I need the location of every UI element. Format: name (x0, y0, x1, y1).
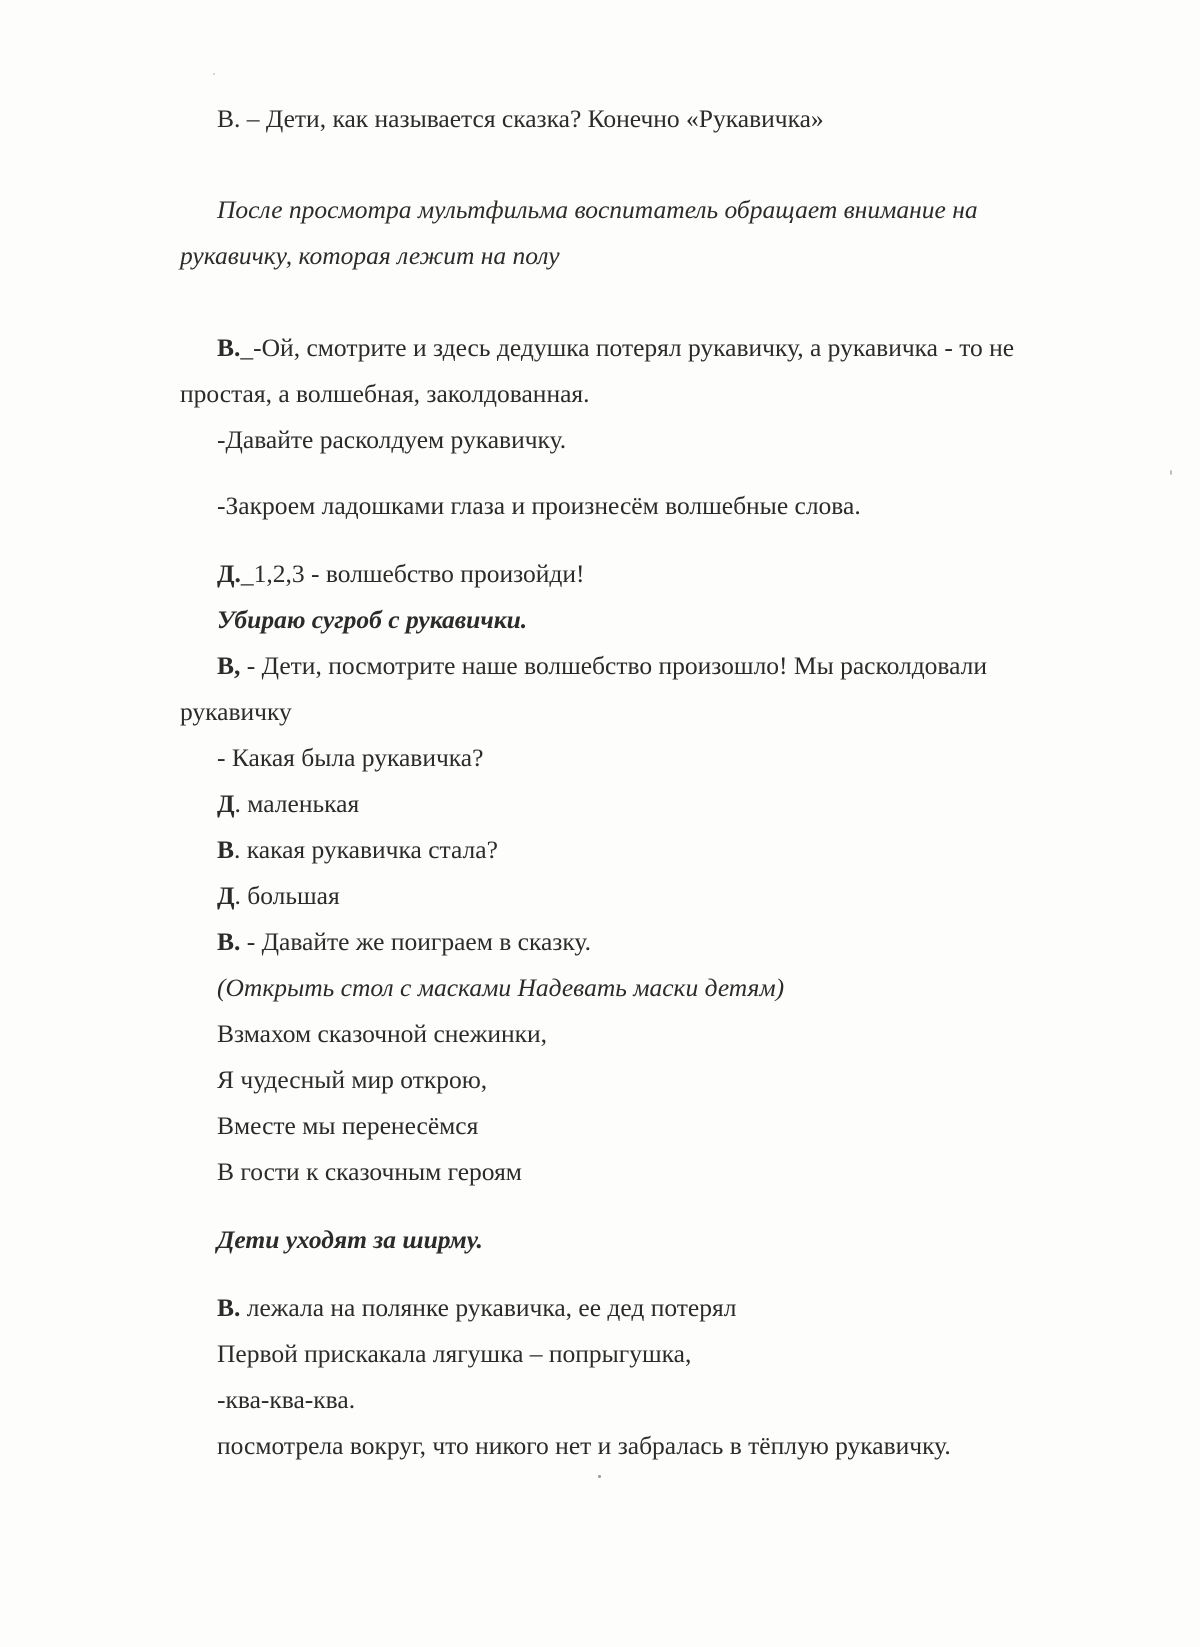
speaker-label: В, (217, 651, 241, 680)
dialogue-text: - Давайте же поиграем в сказку. (240, 927, 591, 956)
poem-line: Взмахом сказочной снежинки, (217, 1019, 548, 1048)
dialogue-line (217, 926, 591, 958)
text-line: -ква-ква-ква. (217, 1385, 356, 1414)
dialogue-line (217, 834, 498, 866)
stage-direction: (Открыть стол с масками Надевать маски детям) (217, 973, 785, 1002)
dialogue-line (217, 1292, 736, 1324)
text-line: В. – Дети, как называется сказка? Конечно «Рукавичка» (217, 104, 824, 133)
scan-speck (598, 1475, 601, 1478)
speaker-label: В. (217, 333, 241, 362)
text-line: - Какая была рукавичка? (217, 743, 484, 772)
dialogue-line (217, 332, 1014, 364)
speaker-label: В. (217, 927, 241, 956)
text-line: -Закроем ладошками глаза и произнесём волшебные слова. (217, 491, 861, 520)
stage-direction: Дети уходят за ширму. (217, 1225, 483, 1254)
dialogue-line (217, 558, 585, 590)
text-line: простая, а волшебная, заколдованная. (180, 379, 590, 408)
stage-direction: Убираю сугроб с рукавички. (217, 605, 528, 634)
speaker-label: В. (217, 1293, 241, 1322)
dialogue-text: _1,2,3 - волшебство произойди! (240, 559, 585, 588)
speaker-label: Д. (217, 559, 241, 588)
stage-direction: рукавичку, которая лежит на полу (180, 241, 560, 270)
text-line: посмотрела вокруг, что никого нет и забралась в тёплую рукавичку. (217, 1431, 951, 1460)
text-line: Первой прискакала лягушка – попрыгушка, (217, 1339, 692, 1368)
scan-speck (213, 73, 215, 75)
speaker-label: В (217, 835, 235, 864)
dialogue-line (217, 788, 359, 820)
poem-line: Я чудесный мир открою, (217, 1065, 488, 1094)
dialogue-text: . маленькая (234, 789, 360, 818)
dialogue-line (217, 880, 340, 912)
dialogue-text: лежала на полянке рукавичка, ее дед потерял (240, 1293, 737, 1322)
poem-line: В гости к сказочным героям (217, 1157, 522, 1186)
poem-line: Вместе мы перенесёмся (217, 1111, 479, 1140)
dialogue-text: _-Ой, смотрите и здесь дедушка потерял рукавичку, а рукавичка - то не (240, 333, 1015, 362)
text-line: -Давайте расколдуем рукавичку. (217, 425, 567, 454)
dialogue-text: - Дети, посмотрите наше волшебство произошло! Мы расколдовали (240, 651, 988, 680)
dialogue-text: . большая (234, 881, 340, 910)
dialogue-text: . какая рукавичка стала? (234, 835, 498, 864)
text-line: рукавичку (180, 697, 292, 726)
speaker-label: Д (217, 789, 235, 818)
scan-speck (1170, 470, 1172, 475)
speaker-label: Д (217, 881, 235, 910)
stage-direction: После просмотра мультфильма воспитатель обращает внимание на (217, 195, 978, 224)
dialogue-line (217, 650, 987, 682)
